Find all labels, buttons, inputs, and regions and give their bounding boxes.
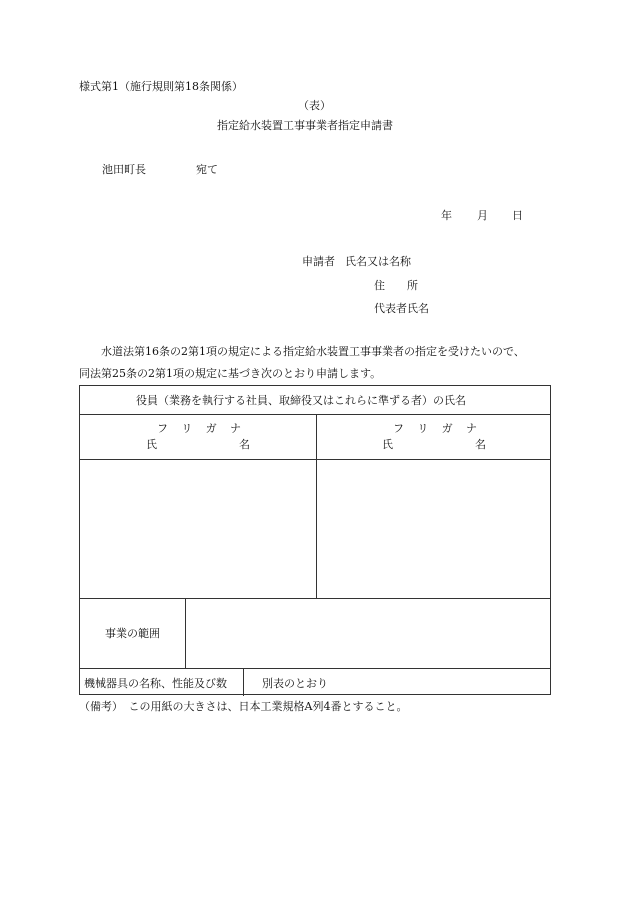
applicant-label: 申請者 [302,255,335,268]
table-rule [80,414,550,415]
body-line-1: 水道法第16条の2第1項の規定による指定給水装置工事事業者の指定を受けたいので、 [101,345,525,358]
date-day: 日 [512,209,523,222]
officer-name-cell-right[interactable] [317,460,551,598]
form-number: 様式第1（施行規則第18条関係） [79,80,243,93]
table-rule [80,668,550,669]
addressee-suffix: 宛て [196,163,218,176]
table-rule [243,668,244,696]
date-month: 月 [477,209,488,222]
note: （備考） この用紙の大きさは、日本工業規格A列4番とすること。 [79,700,408,713]
side-label: （表） [298,99,331,112]
applicant-address-label: 住 所 [374,279,418,292]
officers-table [79,385,551,695]
document-title: 指定給水装置工事事業者指定申請書 [217,119,393,132]
furigana-label-right: フ リ ガ ナ [393,422,477,435]
equipment-label: 機械器具の名称、性能及び数 [84,677,227,690]
furigana-label-left: フ リ ガ ナ [157,422,241,435]
name-label-right: 氏 名 [382,438,486,451]
business-scope-cell[interactable] [186,599,551,668]
officers-header: 役員（業務を執行する社員、取締役又はこれらに準ずる者）の氏名 [136,394,466,407]
date-year: 年 [441,209,452,222]
addressee-name: 池田町長 [102,163,146,176]
officer-name-cell-left[interactable] [80,460,316,598]
business-scope-label: 事業の範囲 [105,627,160,640]
applicant-representative-label: 代 表 者 氏 名 [374,302,429,315]
name-label-left: 氏 名 [146,438,250,451]
equipment-value: 別表のとおり [262,677,328,690]
body-line-2: 同法第25条の2第1項の規定に基づき次のとおり申請します。 [79,367,382,380]
applicant-name-label: 氏名又は名称 [345,255,411,268]
